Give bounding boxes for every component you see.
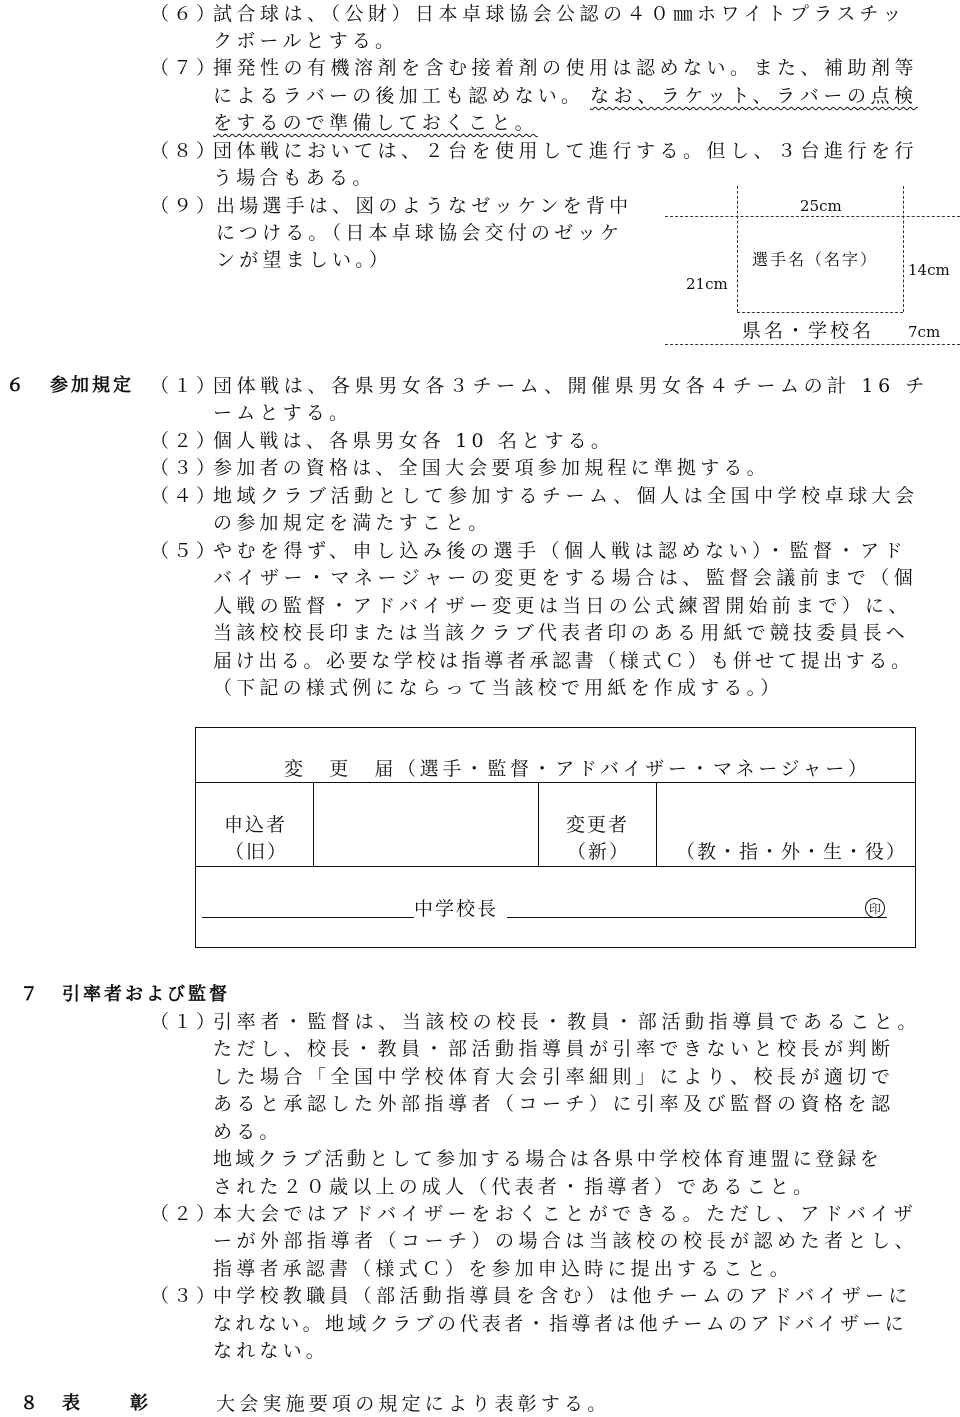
item-number: （３）: [150, 457, 220, 479]
height-14-label: 14cm: [908, 261, 950, 279]
text-line: 地域クラブ活動として参加する場合は各県中学校体育連盟に登録を: [213, 1148, 883, 1170]
text-line: につける。（日本卓球協会交付のゼッケ: [216, 222, 624, 244]
text-line: 引率者・監督は、当該校の校長・教員・部活動指導員であること。: [213, 1011, 922, 1033]
old-applicant-sub: （旧）: [225, 841, 289, 863]
text-line: 大会実施要項の規定により表彰する。: [216, 1393, 611, 1415]
text-line: 人戦の監督・アドバイザー変更は当日の公式練習開始前まで）に、: [213, 595, 912, 617]
form-col-divider: [656, 782, 657, 866]
text-line: 団体戦は、各県男女各３チーム、開催県男女各４チームの計 16 チ: [213, 375, 930, 397]
text-line: の参加規定を満たすこと。: [213, 512, 492, 534]
item-number: （３）: [150, 1285, 220, 1307]
text-line: した場合「全国中学校体育大会引率細則」により、校長が適切で: [213, 1066, 895, 1088]
text-line: （下記の様式例にならって当該校で用紙を作成する。）: [213, 677, 784, 699]
new-person-label: 変更者: [566, 814, 630, 836]
text-line: 届け出る。必要な学校は指導者承認書（様式Ｃ）も併せて提出する。: [213, 650, 914, 672]
school-name-blank: [202, 917, 414, 918]
diagram-bottom-line: [665, 344, 960, 345]
section-number: ８: [20, 1393, 41, 1414]
item-number: （２）: [150, 1203, 220, 1225]
text-line: ンが望ましい。）: [216, 249, 393, 271]
item-number: （２）: [150, 430, 220, 452]
text-line: 団体戦においては、２台を使用して進行する。但し、３台進行を行: [213, 140, 919, 162]
text-line: う場合もある。: [213, 167, 376, 189]
form-title: 変 更 届（選手・監督・アドバイザー・マネージャー）: [284, 758, 871, 780]
height-21-label: 21cm: [686, 275, 728, 293]
text-line: クボールとする。: [213, 30, 399, 52]
seal-mark: 印: [865, 898, 885, 918]
form-row-divider: [195, 866, 916, 867]
player-name-label: 選手名（名字）: [752, 250, 879, 269]
text-line: 試合球は、（公財）日本卓球協会公認の４０㎜ホワイトプラスチッ: [213, 3, 906, 25]
text-line: 指導者承認書（様式Ｃ）を参加申込時に提出すること。: [213, 1258, 794, 1280]
text-line: 参加者の資格は、全国大会要項参加規程に準拠する。: [213, 457, 770, 479]
emphasis-text: をするので準備しておくこと。: [213, 112, 538, 134]
section-title: 参加規定: [50, 375, 134, 396]
text-line: 個人戦は、各県男女各 10 名とする。: [213, 430, 615, 452]
text-line: なれない。: [213, 1340, 330, 1362]
section-title: 引率者および監督: [62, 984, 230, 1005]
text-line: バイザー・マネージャーの変更をする場合は、監督会議前まで（個: [213, 567, 918, 589]
form-col-divider: [538, 782, 539, 866]
new-person-sub: （新）: [567, 841, 631, 863]
diagram-name-box-bottom: [737, 312, 903, 313]
form-col-divider: [313, 782, 314, 866]
text-line: ただし、校長・教員・部活動指導員が引率できないと校長が判断: [213, 1038, 895, 1060]
emphasis-text: なお、ラケット、ラバーの点検: [590, 85, 918, 107]
text-line: 中学校教職員（部活動指導員を含む）は他チームのアドバイザーに: [213, 1285, 912, 1307]
text-line: 当該校校長印または当該クラブ代表者印のある用紙で競技委員長へ: [213, 622, 910, 644]
old-applicant-label: 申込者: [224, 814, 288, 836]
diagram-top-line: [665, 216, 960, 217]
text-line: なれない。地域クラブの代表者・指導者は他チームのアドバイザーに: [213, 1313, 908, 1335]
text-line: によるラバーの後加工も認めない。: [213, 85, 585, 107]
text-line: 本大会ではアドバイザーをおくことができる。ただし、アドバイザ: [213, 1203, 918, 1225]
item-number: （７）: [150, 57, 220, 79]
item-number: （５）: [150, 540, 220, 562]
item-number: （９）: [150, 195, 220, 217]
text-line: 地域クラブ活動として参加するチーム、個人は全国中学校卓球大会: [213, 485, 919, 507]
diagram-left-guide: [737, 186, 738, 312]
principal-label: 中学校長: [414, 898, 499, 920]
item-number: （１）: [150, 1011, 220, 1033]
section-title-part1: 表: [62, 1393, 83, 1414]
school-label: 県名・学校名: [742, 320, 875, 342]
role-options: （教・指・外・生・役）: [676, 841, 908, 863]
form-title-divider: [195, 782, 916, 783]
section-number: ７: [20, 984, 41, 1005]
item-number: （６）: [150, 3, 220, 25]
text-line: やむを得ず、申し込み後の選手（個人戦は認めない）・監督・アド: [213, 540, 907, 562]
text-line: める。: [213, 1121, 283, 1143]
height-7-label: 7cm: [908, 323, 941, 341]
text-line: 出場選手は、図のようなゼッケンを背中: [216, 195, 633, 217]
principal-name-blank: [507, 917, 887, 918]
item-number: （１）: [150, 375, 220, 397]
section-number: ６: [6, 375, 27, 396]
text-line: された２０歳以上の成人（代表者・指導者）であること。: [213, 1176, 817, 1198]
text-line: ーが外部指導者（コーチ）の場合は当該校の校長が認めた者とし、: [213, 1230, 919, 1252]
diagram-right-guide: [903, 186, 904, 312]
item-number: （４）: [150, 485, 220, 507]
width-label: 25cm: [800, 197, 842, 215]
text-line: 揮発性の有機溶剤を含む接着剤の使用は認めない。また、補助剤等: [213, 57, 919, 79]
text-line: あると承認した外部指導者（コーチ）に引率及び監督の資格を認: [213, 1093, 895, 1115]
text-line: ームとする。: [213, 402, 353, 424]
item-number: （８）: [150, 140, 220, 162]
section-title-part2: 彰: [130, 1393, 151, 1414]
